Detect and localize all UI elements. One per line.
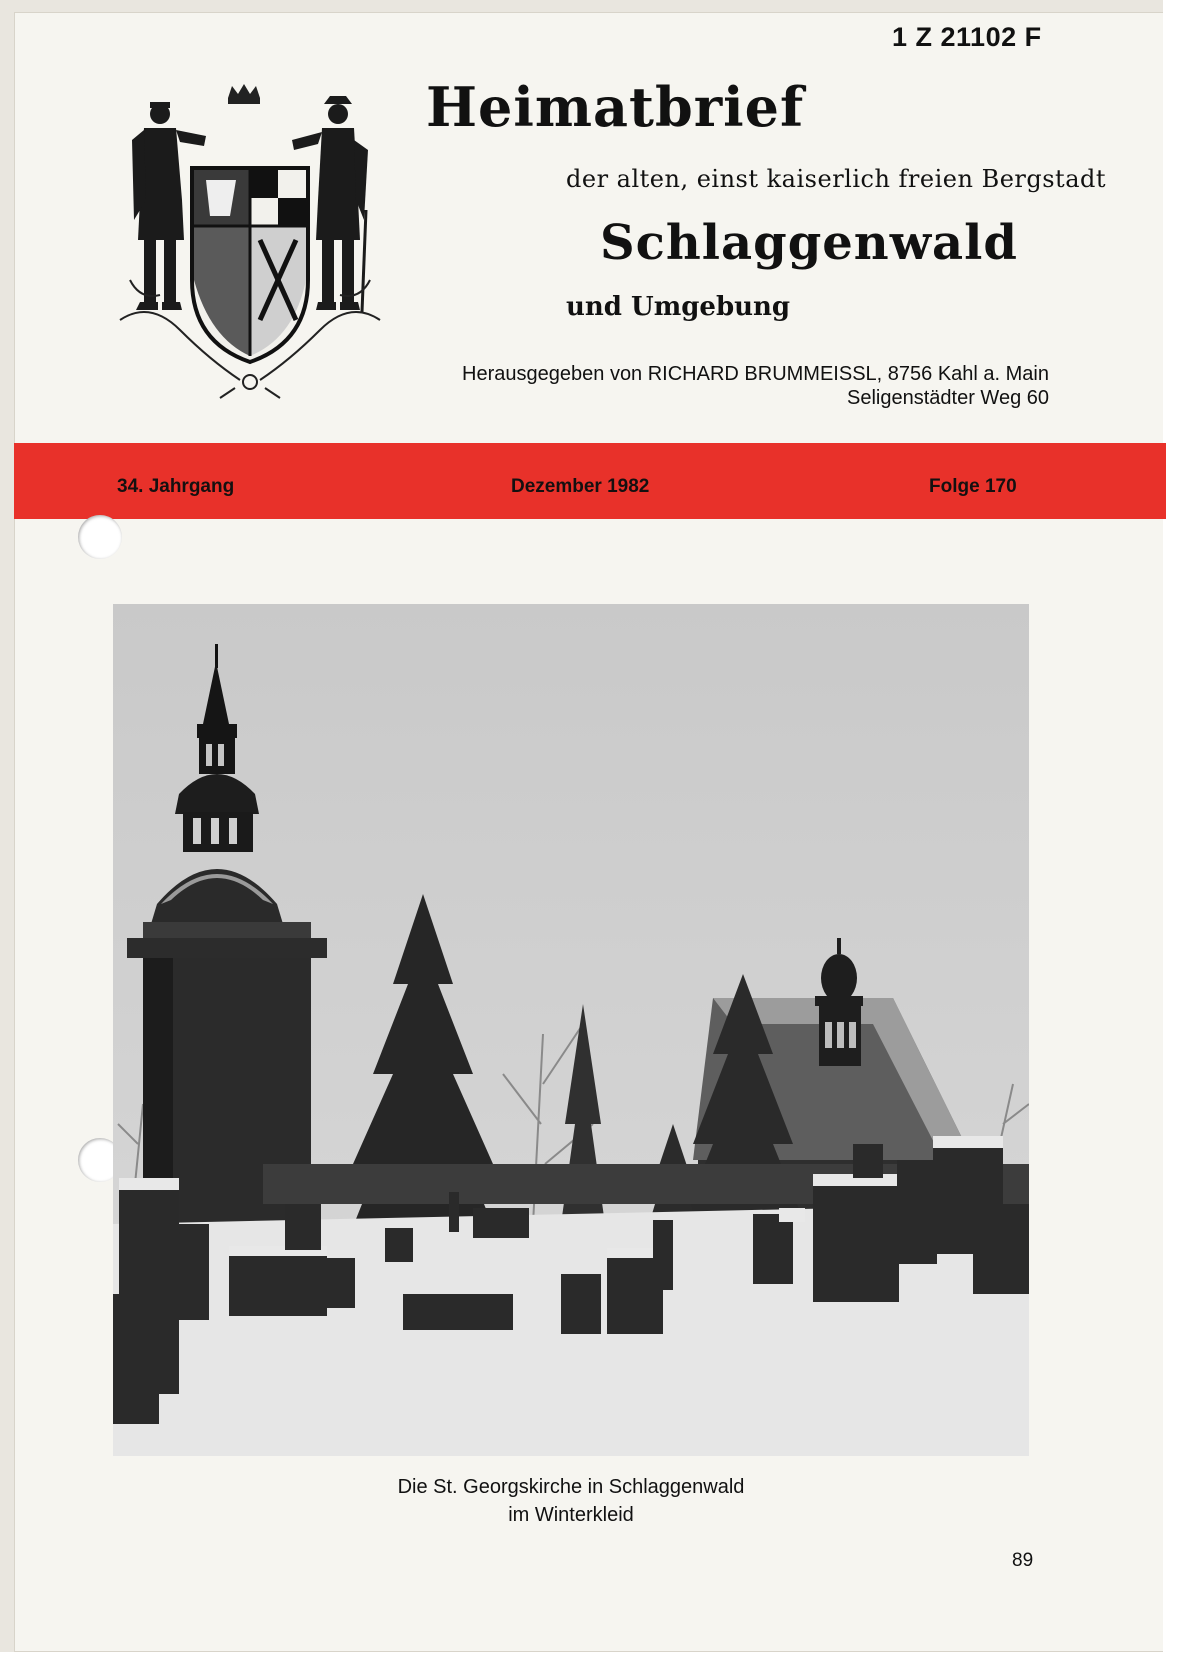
church-in-snowy-cemetery-photo xyxy=(113,604,1029,1456)
issue-date: Dezember 1982 xyxy=(511,476,650,497)
shield-icon xyxy=(192,168,308,362)
publisher-line-2: Seligenstädter Weg 60 xyxy=(847,387,1049,409)
region-line: und Umgebung xyxy=(566,292,791,322)
town-name: Schlaggenwald xyxy=(600,215,1018,271)
publisher-line-1: Herausgegeben von RICHARD BRUMMEISSL, 8756 Kahl a. Main xyxy=(462,363,1049,385)
scan-margin-right xyxy=(1163,0,1179,1671)
volume-label: 34. Jahrgang xyxy=(117,476,235,497)
registration-number: 1 Z 21102 F xyxy=(892,22,1042,52)
caption-line-1: Die St. Georgskirche in Schlaggenwald xyxy=(397,1476,745,1498)
photo-caption xyxy=(113,1473,1029,1529)
punch-hole-top xyxy=(78,515,122,559)
publisher-block xyxy=(349,362,1049,410)
issue-number: Folge 170 xyxy=(929,476,1017,497)
page-number: 89 xyxy=(1012,1550,1034,1571)
issue-info-band xyxy=(14,443,1166,519)
crown-icon xyxy=(228,84,260,104)
caption-line-2: im Winterkleid xyxy=(508,1504,634,1526)
magazine-title: Heimatbrief xyxy=(426,75,805,139)
magazine-subtitle: der alten, einst kaiserlich freien Bergstadt xyxy=(566,165,1107,193)
coat-of-arms-with-two-miners-icon xyxy=(110,80,390,400)
scan-margin-bottom xyxy=(0,1652,1179,1671)
